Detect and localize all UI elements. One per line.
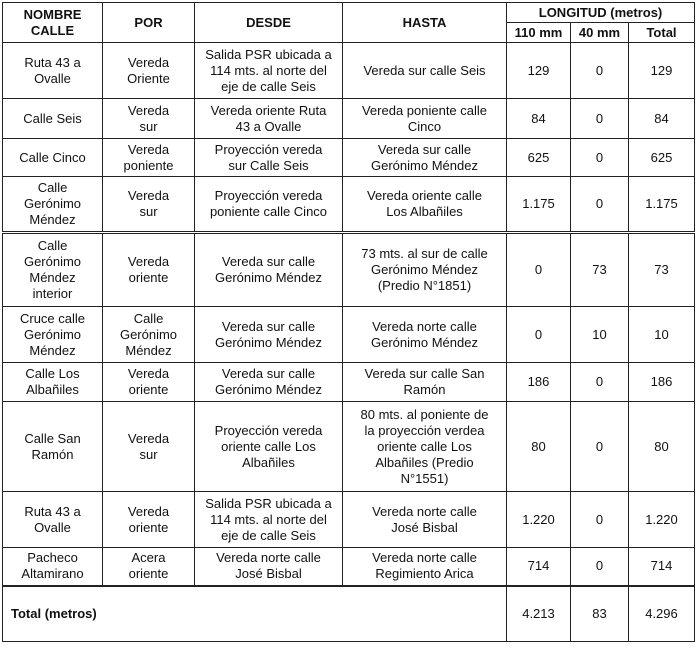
cell-hasta: Vereda poniente calle Cinco [343, 99, 507, 139]
cell-desde: Proyección vereda sur Calle Seis [195, 139, 343, 177]
cell-desde: Salida PSR ubicada a 114 mts. al norte del eje de calle Seis [195, 43, 343, 99]
cell-total: 10 [629, 307, 695, 363]
header-110mm: 110 mm [507, 23, 571, 43]
table-row [3, 99, 695, 139]
cell-por: Acera oriente [103, 548, 195, 586]
cell-hasta: Vereda norte calle Regimiento Arica [343, 548, 507, 586]
cell-40mm: 0 [571, 402, 629, 492]
header-40mm: 40 mm [571, 23, 629, 43]
cell-hasta: Vereda norte calle Gerónimo Méndez [343, 307, 507, 363]
cell-hasta: 80 mts. al poniente de la proyección verdea oriente calle Los Albañiles (Predio N°1551) [343, 402, 507, 492]
cell-110mm: 0 [507, 233, 571, 307]
cell-desde: Salida PSR ubicada a 114 mts. al norte del eje de calle Seis [195, 492, 343, 548]
cell-40mm: 0 [571, 99, 629, 139]
header-total: Total [629, 23, 695, 43]
cell-calle: Calle Gerónimo Méndez interior [3, 233, 103, 307]
cell-total: 84 [629, 99, 695, 139]
cell-hasta: Vereda sur calle Gerónimo Méndez [343, 139, 507, 177]
cell-calle: Calle Gerónimo Méndez [3, 177, 103, 233]
total-110mm: 4.213 [507, 586, 571, 642]
cell-110mm: 625 [507, 139, 571, 177]
header-nombre-calle: NOMBRE CALLE [3, 3, 103, 43]
cell-por: Vereda oriente [103, 492, 195, 548]
document-page [2, 2, 695, 642]
cell-calle: Cruce calle Gerónimo Méndez [3, 307, 103, 363]
cell-40mm: 0 [571, 43, 629, 99]
total-row [3, 586, 695, 642]
cell-total: 186 [629, 363, 695, 402]
cell-hasta: Vereda oriente calle Los Albañiles [343, 177, 507, 233]
cell-total: 73 [629, 233, 695, 307]
cell-calle: Calle Seis [3, 99, 103, 139]
cell-110mm: 1.220 [507, 492, 571, 548]
cell-desde: Vereda sur calle Gerónimo Méndez [195, 307, 343, 363]
header-desde: DESDE [195, 3, 343, 43]
cell-total: 625 [629, 139, 695, 177]
cell-calle: Ruta 43 a Ovalle [3, 492, 103, 548]
cell-40mm: 0 [571, 492, 629, 548]
table-row [3, 233, 695, 307]
cell-hasta: Vereda sur calle San Ramón [343, 363, 507, 402]
cell-40mm: 0 [571, 177, 629, 233]
total-40mm: 83 [571, 586, 629, 642]
cell-por: Vereda oriente [103, 233, 195, 307]
cell-por: Calle Gerónimo Méndez [103, 307, 195, 363]
cell-por: Vereda sur [103, 99, 195, 139]
cell-110mm: 1.175 [507, 177, 571, 233]
cell-por: Vereda sur [103, 402, 195, 492]
cell-hasta: Vereda norte calle José Bisbal [343, 492, 507, 548]
cell-total: 80 [629, 402, 695, 492]
header-hasta: HASTA [343, 3, 507, 43]
cell-40mm: 0 [571, 139, 629, 177]
cell-40mm: 0 [571, 363, 629, 402]
cell-desde: Proyección vereda oriente calle Los Albañiles [195, 402, 343, 492]
cell-desde: Vereda sur calle Gerónimo Méndez [195, 363, 343, 402]
cell-110mm: 129 [507, 43, 571, 99]
cell-40mm: 10 [571, 307, 629, 363]
table-row [3, 402, 695, 492]
cell-por: Vereda oriente [103, 363, 195, 402]
total-total: 4.296 [629, 586, 695, 642]
cell-calle: Calle Los Albañiles [3, 363, 103, 402]
cell-por: Vereda sur [103, 177, 195, 233]
table-row [3, 307, 695, 363]
cell-desde: Vereda sur calle Gerónimo Méndez [195, 233, 343, 307]
cell-40mm: 0 [571, 548, 629, 586]
table-row [3, 548, 695, 586]
cell-40mm: 73 [571, 233, 629, 307]
cell-110mm: 80 [507, 402, 571, 492]
cell-110mm: 84 [507, 99, 571, 139]
cell-calle: Calle San Ramón [3, 402, 103, 492]
table-row [3, 363, 695, 402]
cell-desde: Vereda oriente Ruta 43 a Ovalle [195, 99, 343, 139]
table-row [3, 492, 695, 548]
cell-total: 1.175 [629, 177, 695, 233]
longitud-table [2, 2, 695, 642]
cell-por: Vereda poniente [103, 139, 195, 177]
cell-110mm: 0 [507, 307, 571, 363]
total-label: Total (metros) [3, 586, 507, 642]
cell-calle: Pacheco Altamirano [3, 548, 103, 586]
cell-total: 129 [629, 43, 695, 99]
cell-desde: Proyección vereda poniente calle Cinco [195, 177, 343, 233]
header-longitud: LONGITUD (metros) [507, 3, 695, 23]
cell-desde: Vereda norte calle José Bisbal [195, 548, 343, 586]
table-row [3, 177, 695, 233]
cell-hasta: 73 mts. al sur de calle Gerónimo Méndez (Predio N°1851) [343, 233, 507, 307]
cell-por: Vereda Oriente [103, 43, 195, 99]
header-por: POR [103, 3, 195, 43]
table-row [3, 43, 695, 99]
cell-110mm: 186 [507, 363, 571, 402]
cell-total: 1.220 [629, 492, 695, 548]
cell-110mm: 714 [507, 548, 571, 586]
table-row [3, 139, 695, 177]
cell-hasta: Vereda sur calle Seis [343, 43, 507, 99]
cell-calle: Ruta 43 a Ovalle [3, 43, 103, 99]
cell-calle: Calle Cinco [3, 139, 103, 177]
cell-total: 714 [629, 548, 695, 586]
